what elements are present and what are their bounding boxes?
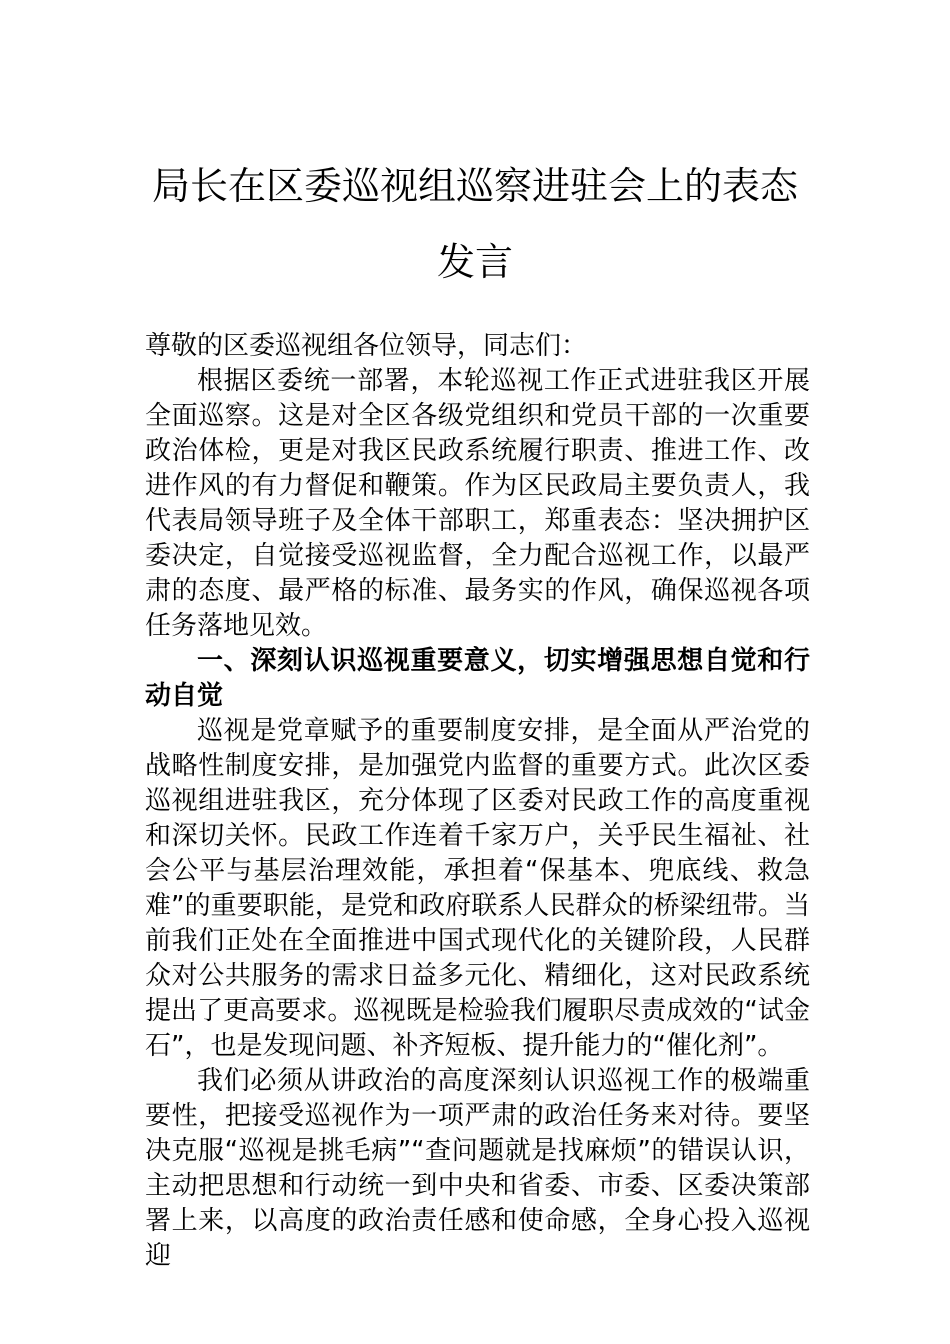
section-heading-1: 一、深刻认识巡视重要意义，切实增强思想自觉和行动自觉 (145, 646, 810, 711)
salutation: 尊敬的区委巡视组各位领导，同志们： (145, 331, 588, 361)
paragraph-section1-2: 我们必须从讲政治的高度深刻认识巡视工作的极端重要性，把接受巡视作为一项严肃的政治任务来对待。要坚决克服“巡视是挑毛病”“查问题就是找麻烦”的错误认识，主动把思想和行动统一到中央和省委、市委、区委决策部署上来，以高度的政治责任感和使命感，全身心投入巡视迎 (145, 1066, 810, 1271)
document-title: 局长在区委巡视组巡察进驻会上的表态发言 (151, 164, 798, 284)
paragraph-intro: 根据区委统一部署，本轮巡视工作正式进驻我区开展全面巡察。这是对全区各级党组织和党员干部的一次重要政治体检，更是对我区民政系统履行职责、推进工作、改进作风的有力督促和鞭策。作为区民政局主要负责人，我代表局领导班子及全体干部职工，郑重表态：坚决拥护区委决定，自觉接受巡视监督，全力配合巡视工作，以最严肃的态度、最严格的标准、最务实的作风，确保巡视各项任务落地见效。 (145, 366, 810, 641)
paragraph-section1-1: 巡视是党章赋予的重要制度安排，是全面从严治党的战略性制度安排，是加强党内监督的重要方式。此次区委巡视组进驻我区，充分体现了区委对民政工作的高度重视和深切关怀。民政工作连着千家万户，关乎民生福祉、社会公平与基层治理效能，承担着“保基本、兜底线、救急难”的重要职能，是党和政府联系人民群众的桥梁纽带。当前我们正处在全面推进中国式现代化的关键阶段，人民群众对公共服务的需求日益多元化、精细化，这对民政系统提出了更高要求。巡视既是检验我们履职尽责成效的“试金石”，也是发现问题、补齐短板、提升能力的“催化剂”。 (145, 716, 810, 1061)
document-body (145, 329, 810, 1274)
